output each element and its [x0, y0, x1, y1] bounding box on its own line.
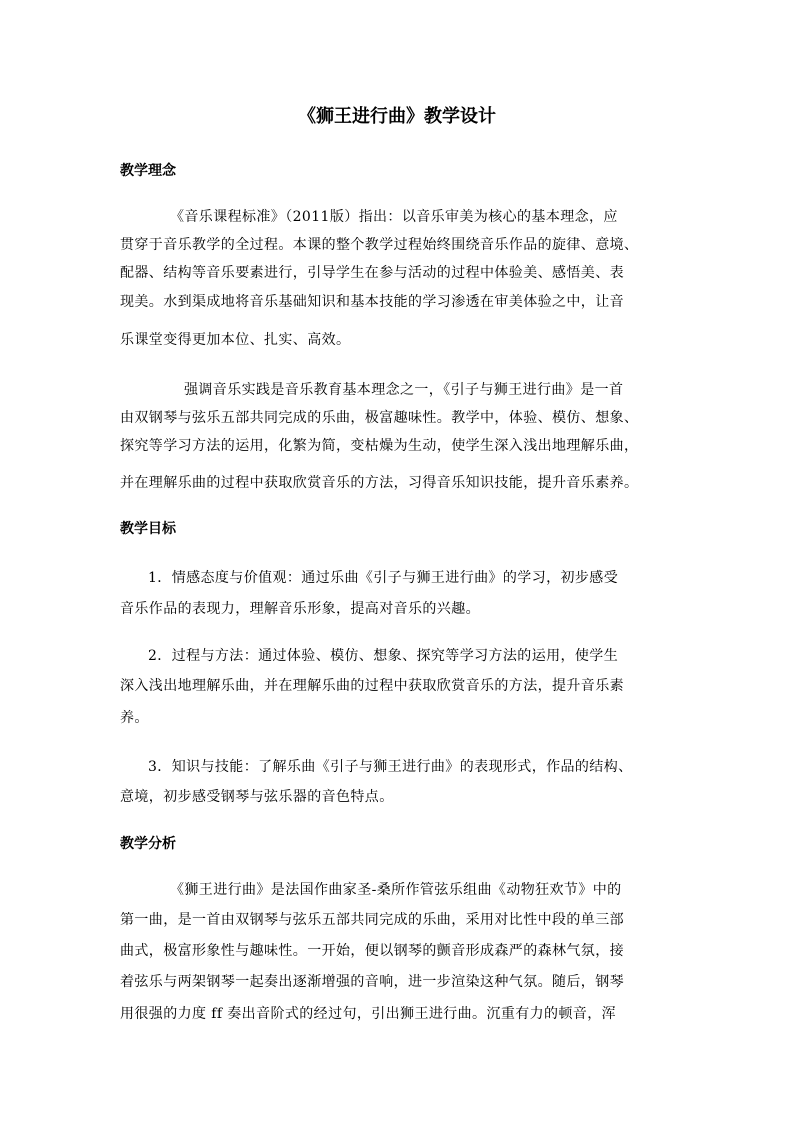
paragraph-line: 3．知识与技能：了解乐曲《引子与狮王进行曲》的表现形式，作品的结构、 — [148, 759, 633, 775]
paragraph-line: 深入浅出地理解乐曲，并在理解乐曲的过程中获取欣赏音乐的方法，提升音乐素 — [120, 678, 624, 694]
paragraph-line: 乐课堂变得更加本位、扎实、高效。 — [120, 332, 351, 348]
paragraph-line: 配器、结构等音乐要素进行，引导学生在参与活动的过程中体验美、感悟美、表 — [120, 265, 624, 281]
paragraph-line: 意境，初步感受钢琴与弦乐器的音色特点。 — [120, 789, 394, 805]
paragraph-line: 贯穿于音乐教学的全过程。本课的整个教学过程始终围绕音乐作品的旋律、意境、 — [120, 237, 639, 253]
paragraph-line: 探究等学习方法的运用，化繁为简，变枯燥为生动，使学生深入浅出地理解乐曲， — [120, 438, 639, 454]
section-heading-analysis: 教学分析 — [120, 836, 176, 852]
document-title: 《狮王进行曲》教学设计 — [298, 106, 496, 127]
paragraph-line: 养。 — [120, 710, 149, 726]
paragraph-line: 《音乐课程标准》（2011版）指出：以音乐审美为核心的基本理念，应 — [170, 209, 618, 225]
paragraph-line: 2．过程与方法：通过体验、模仿、想象、探究等学习方法的运用，使学生 — [148, 648, 619, 664]
section-heading-philosophy: 教学理念 — [120, 163, 176, 179]
paragraph-line: 并在理解乐曲的过程中获取欣赏音乐的方法，习得音乐知识技能，提升音乐素养。 — [120, 475, 639, 491]
paragraph-line: 着弦乐与两架钢琴一起奏出逐渐增强的音响，进一步渲染这种气氛。随后，钢琴 — [120, 974, 624, 990]
paragraph-line: 现美。水到渠成地将音乐基础知识和基本技能的学习渗透在审美体验之中，让音 — [120, 294, 624, 310]
paragraph-line: 《狮王进行曲》是法国作曲家圣-桑所作管弦乐组曲《动物狂欢节》中的 — [170, 882, 622, 898]
paragraph-line: 第一曲，是一首由双钢琴与弦乐五部共同完成的乐曲，采用对比性中段的单三部 — [120, 912, 624, 928]
paragraph-line: 由双钢琴与弦乐五部共同完成的乐曲，极富趣味性。教学中，体验、模仿、想象、 — [120, 410, 639, 426]
section-heading-objectives: 教学目标 — [120, 521, 176, 537]
paragraph-line: 曲式，极富形象性与趣味性。一开始，便以钢琴的颤音形成森严的森林气氛，接 — [120, 943, 624, 959]
paragraph-line: 1．情感态度与价值观：通过乐曲《引子与狮王进行曲》的学习，初步感受 — [148, 570, 619, 586]
paragraph-line: 强调音乐实践是音乐教育基本理念之一，《引子与狮王进行曲》是一首 — [184, 382, 624, 398]
paragraph-line: 用很强的力度 ff 奏出音阶式的经过句，引出狮王进行曲。沉重有力的顿音，浑 — [120, 1006, 617, 1022]
paragraph-line: 音乐作品的表现力，理解音乐形象，提高对音乐的兴趣。 — [120, 601, 480, 617]
